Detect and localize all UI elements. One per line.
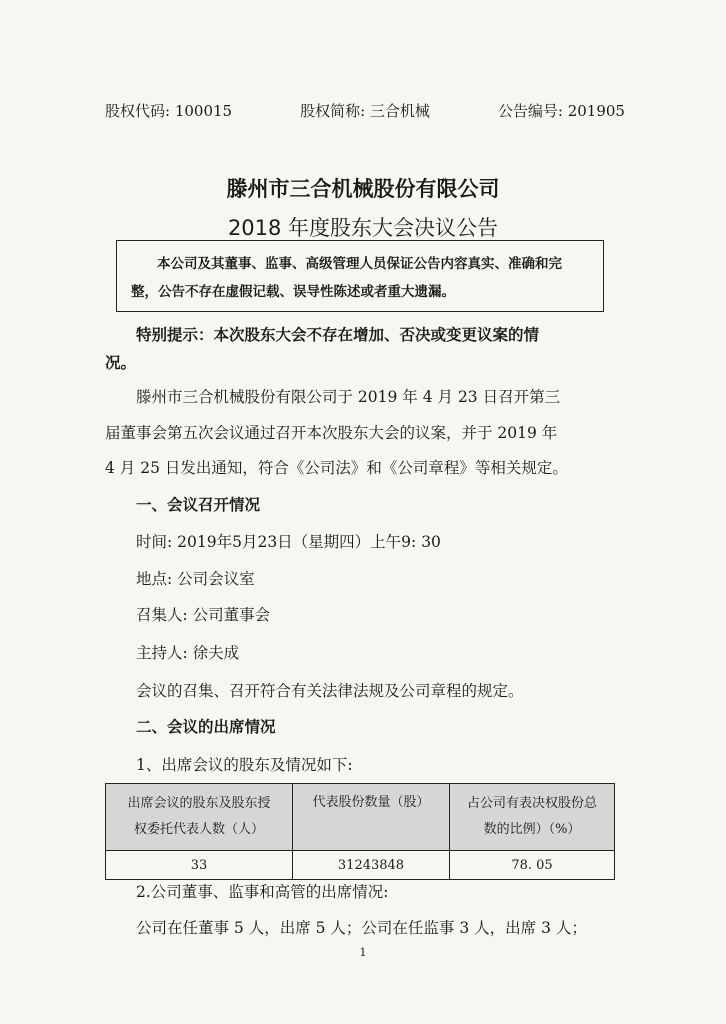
intro-line-3: 4 月 25 日发出通知，符合《公司法》和《公司章程》等相关规定。 [105, 459, 568, 477]
special-note-line-2: 况。 [105, 353, 137, 372]
meeting-place: 地点: 公司会议室 [136, 570, 255, 588]
statement-box [116, 240, 604, 312]
meeting-host: 主持人: 徐夫成 [136, 644, 240, 662]
statement-line-1: 本公司及其董事、监事、高级管理人员保证公告内容真实、准确和完 [157, 256, 562, 272]
header-cell-shares: 代表股份数量（股） [293, 784, 450, 851]
table-header-row [106, 784, 615, 851]
header-cell-ratio: 占公司有表决权股份总 数的比例）（%） [450, 784, 615, 851]
notice-number: 公告编号: 201905 [497, 102, 625, 120]
meeting-compliance: 会议的召集、召开符合有关法律法规及公司章程的规定。 [136, 682, 524, 700]
officers-subheading: 2.公司董事、监事和高管的出席情况: [136, 883, 389, 901]
header-cell-attendees: 出席会议的股东及股东授 权委托代表人数（人） [106, 784, 293, 851]
value-shares: 31243848 [293, 851, 450, 880]
header-line [105, 100, 625, 121]
stock-code: 股权代码: 100015 [105, 102, 233, 120]
intro-line-2: 届董事会第五次会议通过召开本次股东大会的议案，并于 2019 年 [105, 424, 558, 442]
company-title: 滕州市三合机械股份有限公司 [226, 177, 500, 201]
value-attendees: 33 [106, 851, 293, 880]
attendance-subheading: 1、出席会议的股东及情况如下: [136, 756, 353, 774]
meeting-time: 时间: 2019年5月23日（星期四）上午9: 30 [136, 533, 441, 551]
intro-line-1: 滕州市三合机械股份有限公司于 2019 年 4 月 23 日召开第三 [136, 388, 561, 406]
page-number: 1 [359, 946, 367, 959]
meeting-convener: 召集人: 公司董事会 [136, 606, 271, 624]
section2-heading: 二、会议的出席情况 [136, 717, 276, 736]
officers-detail: 公司在任董事 5 人，出席 5 人；公司在任监事 3 人，出席 3 人； [136, 919, 587, 937]
stock-short-name: 股权简称: 三合机械 [300, 102, 430, 120]
special-note-line-1: 特别提示：本次股东大会不存在增加、否决或变更议案的情 [136, 325, 540, 344]
section1-heading: 一、会议召开情况 [136, 495, 261, 514]
statement-line-2: 整，公告不存在虚假记载、误导性陈述或者重大遗漏。 [131, 284, 455, 300]
announcement-title: 2018 年度股东大会决议公告 [227, 216, 499, 240]
attendance-table [105, 783, 615, 880]
value-ratio: 78. 05 [450, 851, 615, 880]
